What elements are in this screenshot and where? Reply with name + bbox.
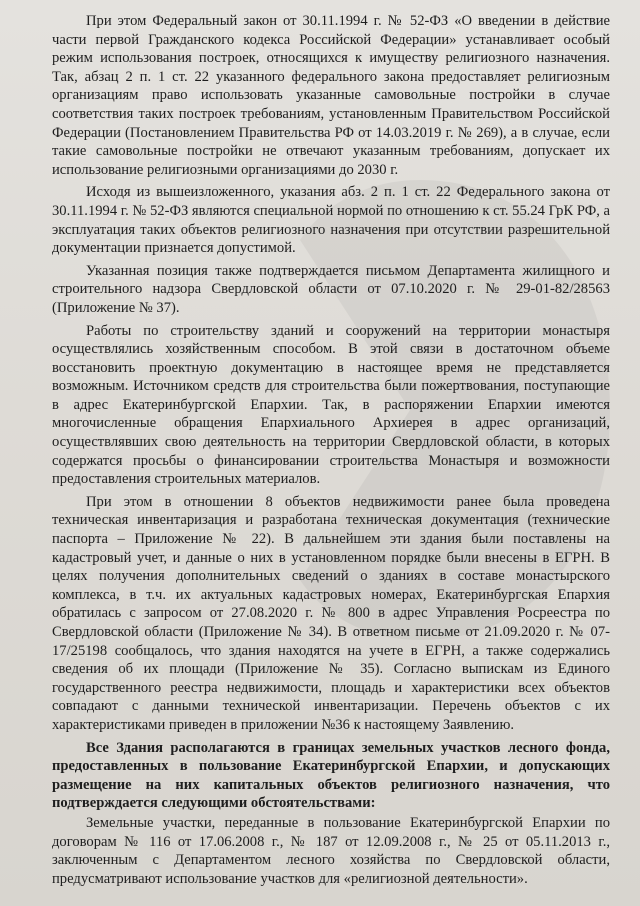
paragraph-land-plots-bold: Все Здания располагаются в границах земельных участков лесного фонда, предоставленных в пользование Екатеринбургской Епархии, и допускающих размещение на них капитальных объектов религиозного назначения, что подтверждается следующими обстоятельствами: xyxy=(52,739,610,812)
paragraph-federal-law: При этом Федеральный закон от 30.11.1994 г. № 52-ФЗ «О введении в действие части первой Гражданского кодекса Российской Федерации» устанавливает особый режим использования построек, относящихся к имуществу религиозного назначения. Так, абзац 2 п. 1 ст. 22 указанного федерального закона предоставляет религиозным организациям право использовать указанные самовольные постройки в случае соответствия таких построек требованиям, установленным Правительством Российской Федерации (Постановлением Правительства РФ от 14.03.2019 г. № 269), а в случае, если такие самовольные постройки не отвечают указанным требованиям, допускает их использование религиозными организациями до 2030 г. xyxy=(52,13,610,178)
paragraph-conclusion: Исходя из вышеизложенного, указания абз. 2 п. 1 ст. 22 Федерального закона от 30.11.1994 г. № 52-ФЗ являются специальной нормой по отношению к ст. 55.24 ГрК РФ, а эксплуатация таких объектов религиозного назначения при отсутствии разрешительной документации признается допустимой. xyxy=(52,184,610,257)
paragraph-land-contracts: Земельные участки, переданные в пользование Екатеринбургской Епархии по договорам № 116 от 17.06.2008 г., № 187 от 12.09.2008 г., № 25 от 05.11.2013 г., заключенным с Департаментом лесного хозяйства по Свердловской области, предусматривают использование участков для «религиозной деятельности». xyxy=(52,814,610,887)
paragraph-department-letter: Указанная позиция также подтверждается письмом Департамента жилищного и строительного надзора Свердловской области от 07.10.2020 г. № 29-01-82/28563 (Приложение № 37). xyxy=(52,262,610,316)
paragraph-inventory: При этом в отношении 8 объектов недвижимости ранее была проведена техническая инвентаризация и разработана техническая документация (технические паспорта – Приложение № 22). В дальнейшем эти здания были поставлены на кадастровый учет, и данные о них в установленном порядке были внесены в ЕГРН. В целях получения дополнительных сведений о зданиях в составе монастырского комплекса, в т.ч. их актуальных кадастровых номерах, Екатеринбургская Епархия обратилась с запросом от 27.08.2020 г. № 800 в адрес Управления Росреестра по Свердловской области (Приложение № 34). В ответном письме от 21.09.2020 г. № 07-17/25198 сообщалось, что здания находятся на учете в ЕГРН, а также содержались сведения об их площади (Приложение № 35). Согласно выпискам из Единого государственного реестра недвижимости, площадь и характеристики всех объектов совпадают с данными технической инвентаризации. Перечень объектов с их характеристиками приведен в приложении №36 к настоящему Заявлению. xyxy=(52,493,610,733)
paragraph-construction-works: Работы по строительству зданий и сооружений на территории монастыря осуществлялись хозяйственным способом. В этой связи в достаточном объеме восстановить проектную документацию в настоящее время не представляется возможным. Источником средств для строительства были пожертвования, поступающие в адрес Екатеринбургской Епархии. Так, в распоряжении Епархии имеются многочисленные обращения Епархиального Архиерея в адрес организаций, осуществлявших свою деятельность на территории Свердловской области, в которых содержатся просьбы о финансировании строительства Монастыря и возможности предоставления строительных материалов. xyxy=(52,322,610,488)
